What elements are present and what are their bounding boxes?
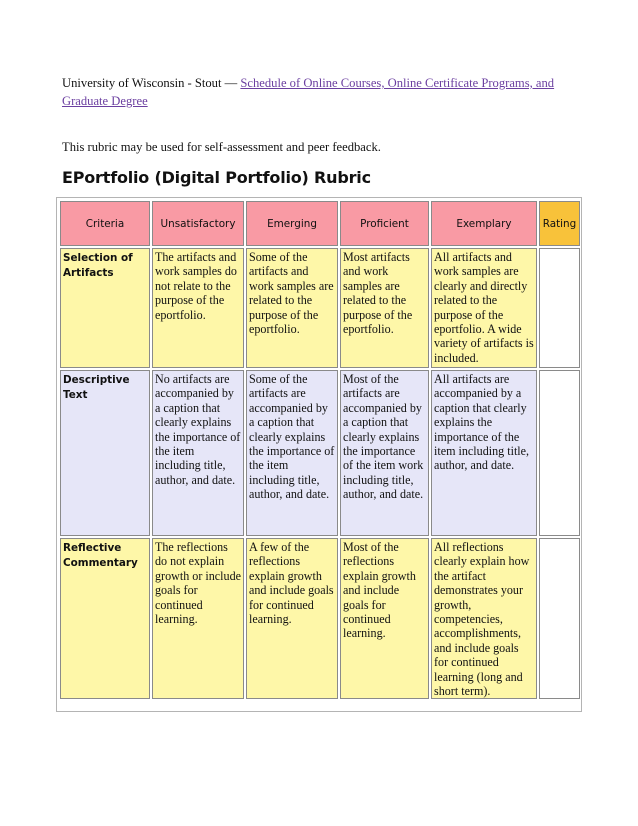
column-header-exemplary: Exemplary [431,201,537,246]
proficient-cell: Most artifacts and work samples are related to the purpose of the eportfolio. [340,248,429,368]
criteria-cell: Reflective Commentary [60,538,150,699]
page-title: EPortfolio (Digital Portfolio) Rubric [62,168,371,187]
table-row [60,538,580,699]
intro-text: This rubric may be used for self-assessment and peer feedback. [62,140,381,154]
emerging-cell: Some of the artifacts and work samples are related to the purpose of the eportfolio. [246,248,338,368]
proficient-cell: Most of the reflections explain growth and include goals for continued learning. [340,538,429,699]
column-header-unsatisfactory: Unsatisfactory [152,201,244,246]
source-link[interactable]: Schedule of Online Courses, Online Certificate Programs, and Graduate Degree [62,76,555,108]
exemplary-cell: All artifacts and work samples are clearly and directly related to the purpose of the eportfolio. A wide variety of artifacts is included. [431,248,537,368]
column-header-rating: Rating [539,201,580,246]
column-header-criteria: Criteria [60,201,150,246]
table-row [60,248,580,368]
source-line [62,74,582,110]
table-row [60,370,580,536]
column-header-proficient: Proficient [340,201,429,246]
criteria-cell: Descriptive Text [60,370,150,536]
proficient-cell: Most of the artifacts are accompanied by a caption that clearly explains the importance of the item work including title, author, and date. [340,370,429,536]
exemplary-cell: All reflections clearly explain how the artifact demonstrates your growth, competencies, accomplishments, and include goals for continued learning (long and short term). [431,538,537,699]
source-prefix: University of Wisconsin - Stout — [62,76,241,90]
rubric-container [56,197,582,712]
column-header-emerging: Emerging [246,201,338,246]
unsatisfactory-cell: No artifacts are accompanied by a caption that clearly explains the importance of the item including title, author, and date. [152,370,244,536]
rating-cell[interactable] [539,538,580,699]
rating-cell[interactable] [539,370,580,536]
emerging-cell: Some of the artifacts are accompanied by a caption that clearly explains the importance of the item including title, author, and date. [246,370,338,536]
criteria-cell: Selection of Artifacts [60,248,150,368]
unsatisfactory-cell: The artifacts and work samples do not relate to the purpose of the eportfolio. [152,248,244,368]
unsatisfactory-cell: The reflections do not explain growth or include goals for continued learning. [152,538,244,699]
emerging-cell: A few of the reflections explain growth and include goals for continued learning. [246,538,338,699]
rubric-table [58,199,582,701]
rating-cell[interactable] [539,248,580,368]
table-header-row [60,201,580,246]
exemplary-cell: All artifacts are accompanied by a caption that clearly explains the importance of the item including title, author, and date. [431,370,537,536]
